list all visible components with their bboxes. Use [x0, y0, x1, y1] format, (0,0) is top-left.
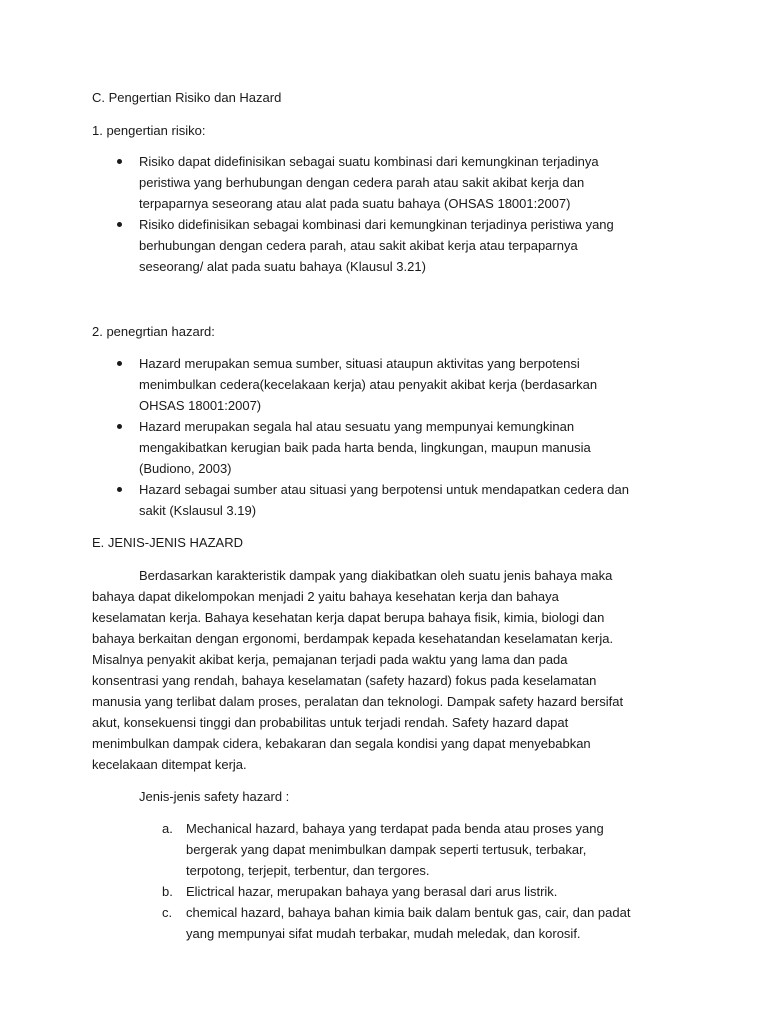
paragraph-line: menimbulkan dampak cidera, kebakaran dan segala kondisi yang dapat menyebabkan [92, 736, 591, 751]
list-marker: a. [162, 821, 173, 836]
safety-item-b-line-1: Elictrical hazar, merupakan bahaya yang berasal dari arus listrik. [186, 884, 558, 899]
bullet-dot [117, 222, 122, 227]
risk-heading: 1. pengertian risiko: [92, 123, 206, 138]
hazard-bullet-1-line-3: OHSAS 18001:2007) [139, 398, 262, 413]
paragraph-line: keselamatan kerja. Bahaya kesehatan kerja dapat berupa bahaya fisik, kimia, biologi dan [92, 610, 605, 625]
safety-item-a-line-1: Mechanical hazard, bahaya yang terdapat pada benda atau proses yang [186, 821, 604, 836]
hazard-bullet-2-line-3: (Budiono, 2003) [139, 461, 232, 476]
list-marker: b. [162, 884, 173, 899]
safety-item-a-line-2: bergerak yang dapat menimbulkan dampak seperti tertusuk, terbakar, [186, 842, 587, 857]
hazard-bullet-3-line-1: Hazard sebagai sumber atau situasi yang berpotensi untuk mendapatkan cedera dan [139, 482, 629, 497]
paragraph-line: Berdasarkan karakteristik dampak yang diakibatkan oleh suatu jenis bahaya maka [139, 568, 613, 583]
risk-bullet-1-line-2: peristiwa yang berhubungan dengan cedera parah atau sakit akibat kerja dan [139, 175, 585, 190]
paragraph-line: Misalnya penyakit akibat kerja, pemajanan terjadi pada waktu yang lama dan pada [92, 652, 568, 667]
paragraph-line: konsentrasi yang rendah, bahaya keselamatan (safety hazard) fokus pada keselamatan [92, 673, 597, 688]
list-marker: c. [162, 905, 173, 920]
risk-bullet-2-line-2: berhubungan dengan cedera parah, atau sakit akibat kerja atau terpaparnya [139, 238, 578, 253]
bullet-dot [117, 424, 122, 429]
bullet-dot [117, 487, 122, 492]
bullet-dot [117, 361, 122, 366]
safety-list-title: Jenis-jenis safety hazard : [139, 789, 290, 804]
hazard-heading: 2. penegrtian hazard: [92, 324, 215, 339]
risk-bullet-2-line-3: seseorang/ alat pada suatu bahaya (Klausul 3.21) [139, 259, 426, 274]
hazard-bullet-3-line-2: sakit (Kslausul 3.19) [139, 503, 257, 518]
section-c-title: C. Pengertian Risiko dan Hazard [92, 90, 282, 105]
paragraph-line: akut, konsekuensi tinggi dan probabilitas untuk terjadi rendah. Safety hazard dapat [92, 715, 569, 730]
paragraph-line: manusia yang terlibat dalam proses, peralatan dan teknologi. Dampak safety hazard bersifat [92, 694, 624, 709]
paragraph-line: kecelakaan ditempat kerja. [92, 757, 247, 772]
risk-bullet-2-line-1: Risiko didefinisikan sebagai kombinasi dari kemungkinan terjadinya peristiwa yang [139, 217, 614, 232]
hazard-bullet-2-line-2: mengakibatkan kerugian baik pada harta benda, lingkungan, maupun manusia [139, 440, 591, 455]
hazard-bullet-2-line-1: Hazard merupakan segala hal atau sesuatu yang mempunyai kemungkinan [139, 419, 575, 434]
risk-bullet-1-line-3: terpaparnya seseorang atau alat pada suatu bahaya (OHSAS 18001:2007) [139, 196, 571, 211]
section-e-title: E. JENIS-JENIS HAZARD [92, 535, 243, 550]
paragraph-line: bahaya berkaitan dengan ergonomi, berdampak kepada kesehatandan keselamatan kerja. [92, 631, 614, 646]
risk-bullet-1-line-1: Risiko dapat didefinisikan sebagai suatu kombinasi dari kemungkinan terjadinya [139, 154, 599, 169]
safety-item-c-line-2: yang mempunyai sifat mudah terbakar, mudah meledak, dan korosif. [186, 926, 581, 941]
bullet-dot [117, 159, 122, 164]
paragraph-line: bahaya dapat dikelompokan menjadi 2 yaitu bahaya kesehatan kerja dan bahaya [92, 589, 559, 604]
safety-item-c-line-1: chemical hazard, bahaya bahan kimia baik dalam bentuk gas, cair, dan padat [186, 905, 631, 920]
hazard-bullet-1-line-1: Hazard merupakan semua sumber, situasi ataupun aktivitas yang berpotensi [139, 356, 580, 371]
safety-item-a-line-3: terpotong, terjepit, terbentur, dan tergores. [186, 863, 430, 878]
hazard-bullet-1-line-2: menimbulkan cedera(kecelakaan kerja) atau penyakit akibat kerja (berdasarkan [139, 377, 598, 392]
